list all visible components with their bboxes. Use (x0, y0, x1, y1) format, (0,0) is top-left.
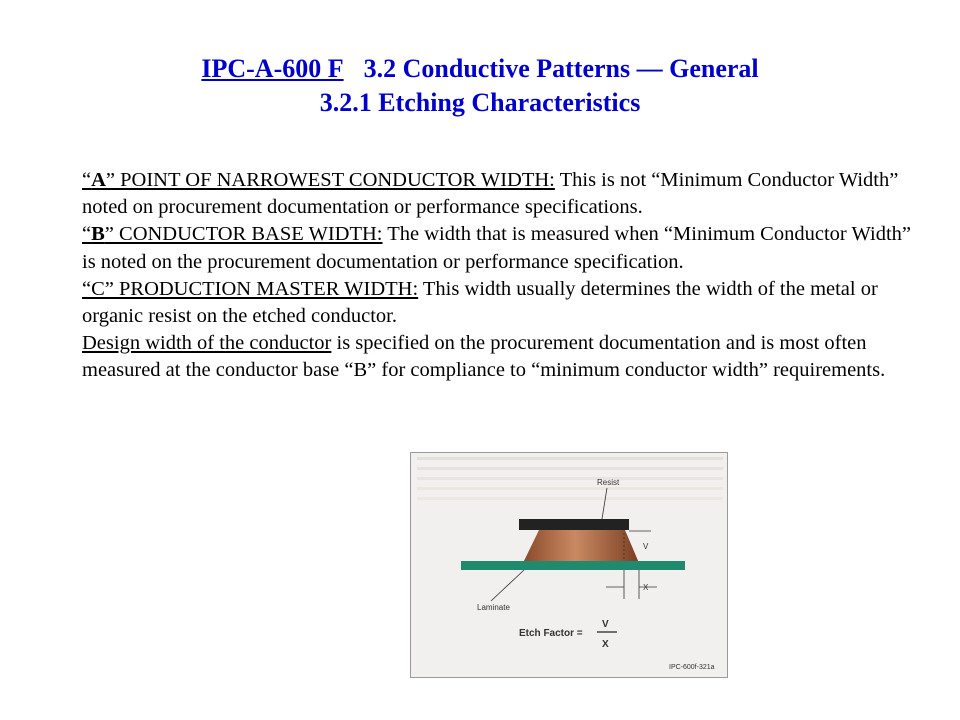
design-width-text: is specified on the procurement documentation and is most often measured at the conductor base “B” for compliance to “minimum conductor width” requirements. (82, 332, 886, 382)
definition-a (82, 167, 912, 221)
title-line-2: 3.2.1 Etching Characteristics (319, 88, 641, 117)
definition-b-label: “B” CONDUCTOR BASE WIDTH: (82, 223, 383, 246)
resist-layer (519, 519, 629, 530)
scan-row (417, 457, 723, 460)
design-width-label: Design width of the conductor (82, 332, 332, 355)
definition-c (82, 276, 912, 330)
definition-a-text: This is not “Minimum Conductor Width” noted on procurement documentation or performance specifications. (82, 169, 899, 219)
x-dimension-label: X (643, 583, 649, 592)
definition-design-width (82, 330, 912, 384)
ipc-standard-link[interactable]: IPC-A-600 F (201, 54, 344, 83)
definition-c-label: “C” PRODUCTION MASTER WIDTH: (82, 277, 419, 300)
formula-numerator: V (602, 619, 609, 630)
formula-denominator: X (602, 639, 609, 650)
resist-label: Resist (597, 478, 620, 487)
etch-factor-figure (410, 452, 728, 678)
scan-row (417, 497, 723, 500)
definitions-text (82, 167, 912, 385)
definition-a-label: “A” POINT OF NARROWEST CONDUCTOR WIDTH: (82, 169, 555, 191)
section-title: 3.2 Conductive Patterns — General (363, 54, 759, 83)
laminate-label: Laminate (477, 603, 510, 612)
resist-leader (602, 488, 607, 519)
laminate-layer (461, 561, 685, 570)
etch-factor-label: Etch Factor = (519, 628, 583, 639)
laminate-leader (491, 570, 524, 601)
etch-factor-diagram (411, 453, 729, 679)
title-line-1 (0, 52, 960, 86)
scan-row (417, 487, 723, 490)
figure-id: IPC-600f-321a (669, 664, 715, 671)
definition-b-text: The width that is measured when “Minimum Conductor Width” is noted on the procurement documentation or performance specification. (82, 223, 911, 273)
slide-title (0, 52, 960, 120)
scan-row (417, 467, 723, 470)
definition-b (82, 221, 912, 275)
definition-c-text: This width usually determines the width of the metal or organic resist on the etched conductor. (82, 277, 878, 328)
etched-conductor (523, 530, 639, 563)
scan-row (417, 477, 723, 480)
v-dimension-label: V (643, 542, 649, 551)
